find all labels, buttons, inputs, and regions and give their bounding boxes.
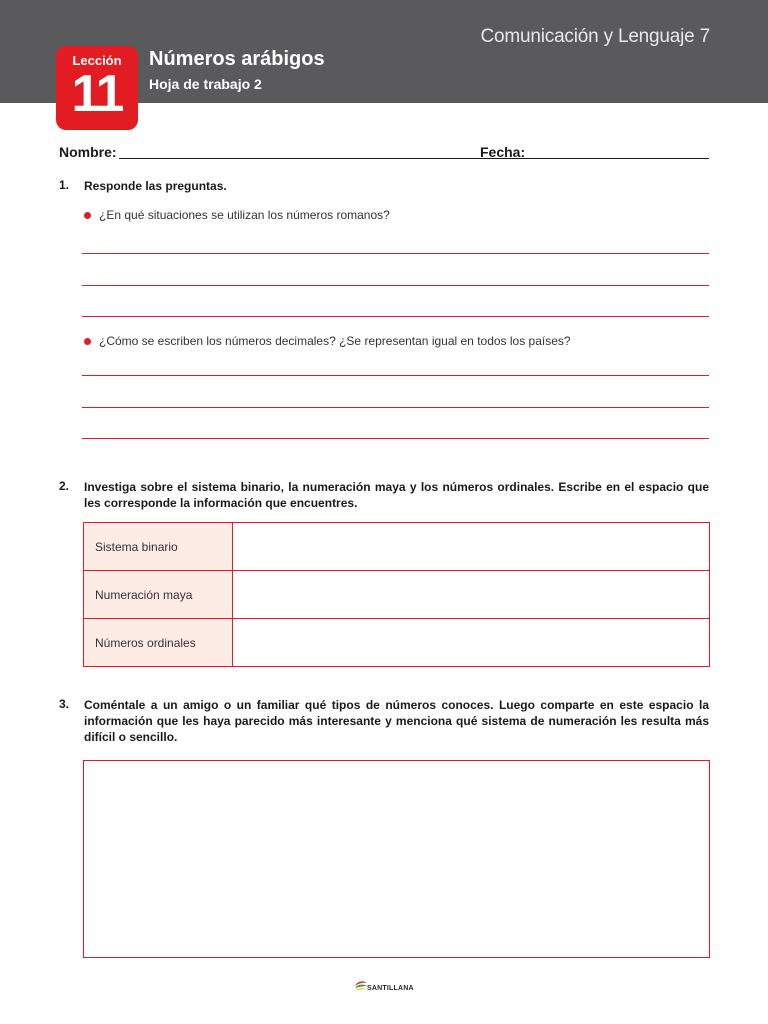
lesson-label: Lección bbox=[72, 53, 122, 68]
name-label: Nombre: bbox=[59, 144, 117, 160]
question-2-number: 2. bbox=[59, 479, 70, 493]
answer-line[interactable] bbox=[82, 438, 709, 439]
answer-box[interactable] bbox=[83, 760, 710, 958]
date-field[interactable] bbox=[525, 158, 709, 159]
answer-line[interactable] bbox=[82, 253, 709, 254]
question-3-number: 3. bbox=[59, 697, 70, 711]
question-1-item-1: ¿En qué situaciones se utilizan los números romanos? bbox=[99, 208, 390, 222]
publisher-name: SANTILLANA bbox=[367, 985, 414, 992]
answer-line[interactable] bbox=[82, 407, 709, 408]
santillana-logo-icon bbox=[354, 979, 368, 993]
name-date-row bbox=[59, 144, 709, 164]
answer-line[interactable] bbox=[82, 285, 709, 286]
table-row bbox=[84, 523, 710, 571]
name-field[interactable] bbox=[119, 158, 535, 159]
question-1-item-2: ¿Cómo se escriben los números decimales? ¿Se representan igual en todos los países? bbox=[99, 334, 571, 348]
subject-title: Comunicación y Lenguaje 7 bbox=[480, 26, 710, 47]
question-2-text: Investiga sobre el sistema binario, la numeración maya y los números ordinales. Escribe en el espacio que les corresponde la información que encuentres. bbox=[84, 480, 709, 510]
answer-line[interactable] bbox=[82, 375, 709, 376]
bullet-icon bbox=[84, 212, 91, 219]
table-answer-cell[interactable] bbox=[233, 523, 710, 571]
answer-line[interactable] bbox=[82, 316, 709, 317]
publisher-logo bbox=[354, 978, 416, 996]
question-3-text: Coméntale a un amigo o un familiar qué tipos de números conoces. Luego comparte en este espacio la información que les haya parecido más interesante y menciona qué sistema de numeración les resulta más difícil o sencillo. bbox=[84, 698, 709, 744]
bullet-icon bbox=[84, 338, 91, 345]
table-answer-cell[interactable] bbox=[233, 619, 710, 667]
lesson-badge bbox=[56, 46, 138, 130]
page-title: Números arábigos bbox=[149, 48, 325, 70]
table-row-label: Sistema binario bbox=[84, 523, 233, 571]
question-1-text: Responde las preguntas. bbox=[84, 179, 227, 193]
date-label: Fecha: bbox=[480, 144, 526, 160]
table-row bbox=[84, 619, 710, 667]
table-row bbox=[84, 571, 710, 619]
lesson-number: 11 bbox=[71, 65, 123, 123]
table-row-label: Numeración maya bbox=[84, 571, 233, 619]
research-table bbox=[83, 522, 710, 667]
table-row-label: Números ordinales bbox=[84, 619, 233, 667]
table-answer-cell[interactable] bbox=[233, 571, 710, 619]
page-subtitle: Hoja de trabajo 2 bbox=[149, 76, 262, 92]
question-1-number: 1. bbox=[59, 178, 70, 192]
